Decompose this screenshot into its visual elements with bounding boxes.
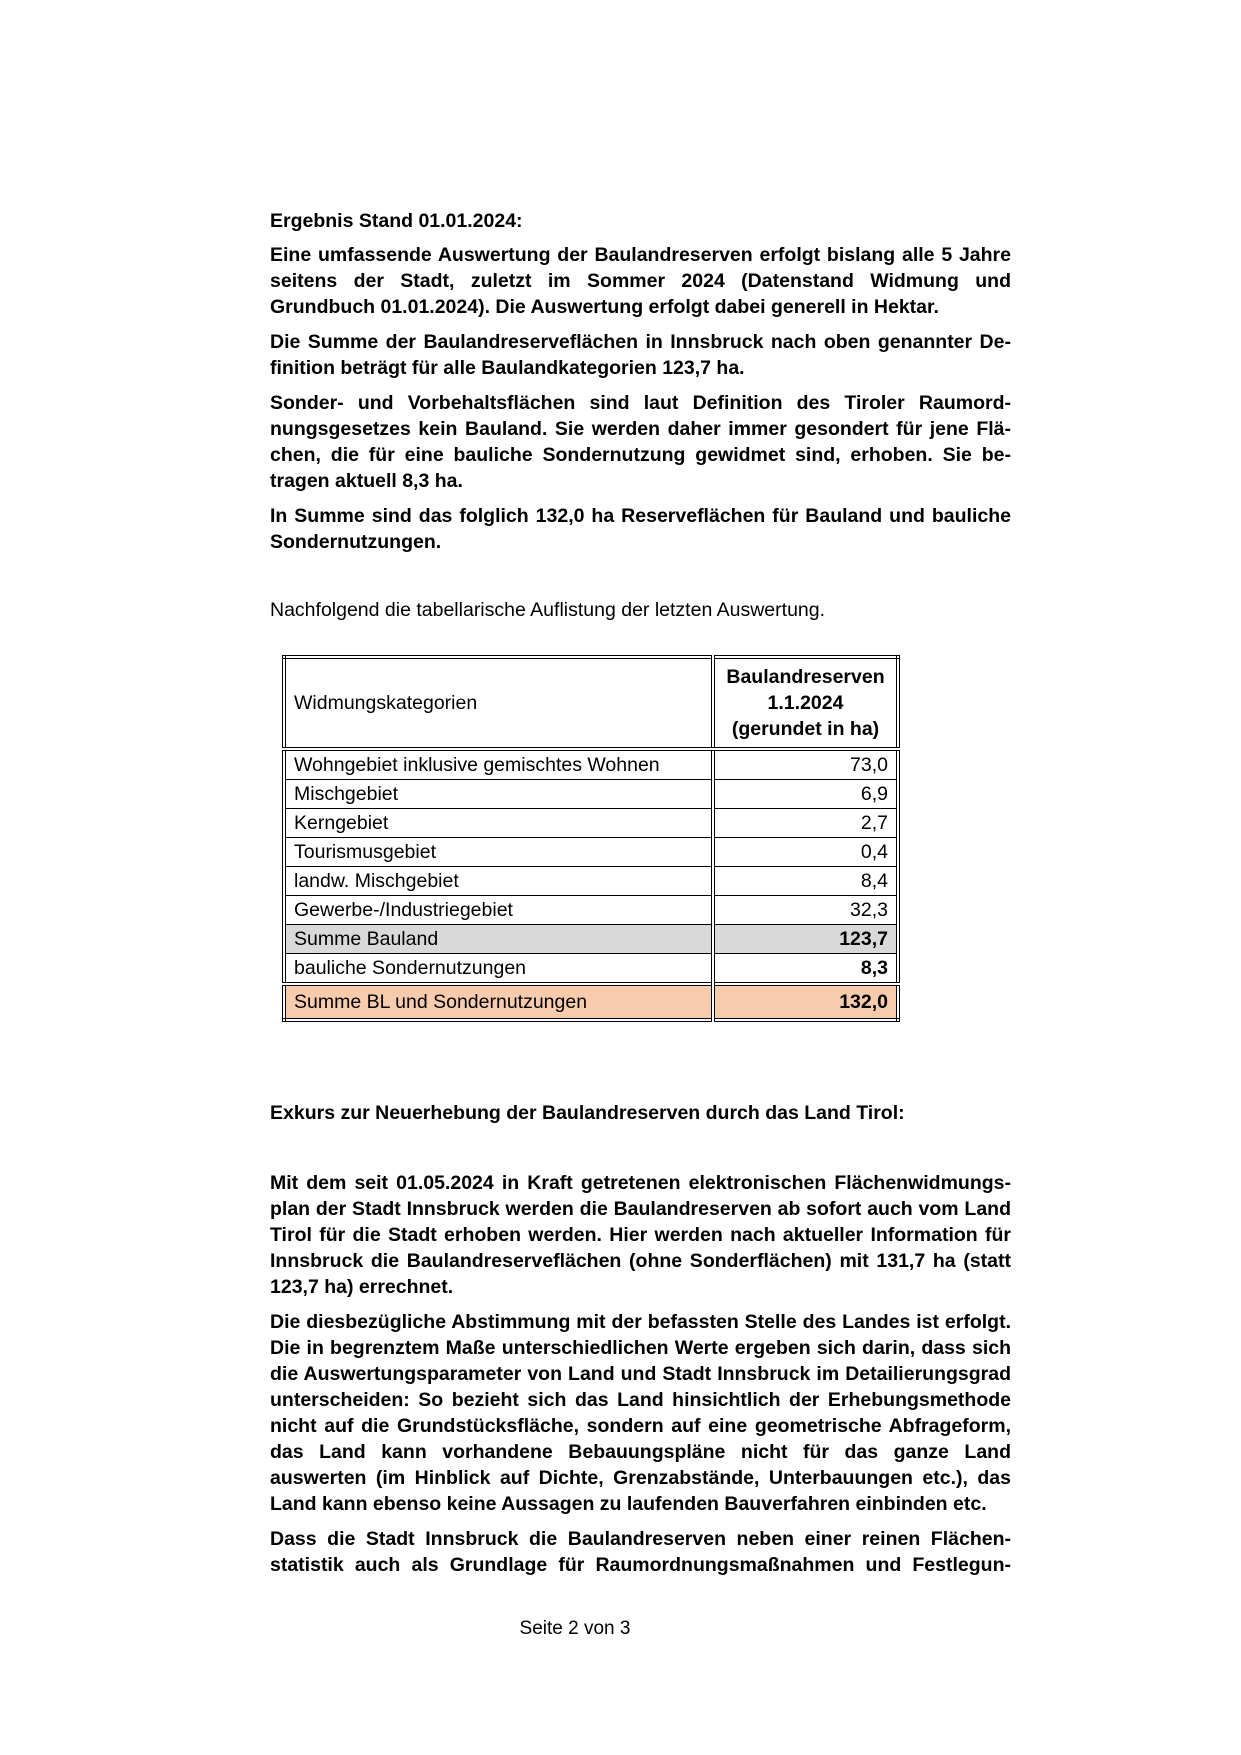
- table-row: [284, 954, 898, 985]
- table-row: [284, 809, 898, 838]
- excursus-heading: Exkurs zur Neuerhebung der Baulandreserven durch das Land Tirol:: [270, 1102, 905, 1124]
- row-label: Gewerbe-/Industriegebiet: [284, 896, 713, 925]
- paragraph-summe-baulandreserven: Die Summe der Baulandreserveflächen in Innsbruck nach oben genannter Definition beträgt für alle Baulandkategorien 123,7 ha.: [270, 331, 1011, 379]
- row-value: 73,0: [713, 749, 898, 780]
- result-heading: Ergebnis Stand 01.01.2024:: [270, 210, 523, 232]
- table-row: [284, 838, 898, 867]
- row-value: 6,9: [713, 780, 898, 809]
- row-value: 2,7: [713, 809, 898, 838]
- row-label: Mischgebiet: [284, 780, 713, 809]
- paragraph-auswertung-turnus: Eine umfassende Auswertung der Baulandreserven erfolgt bislang alle 5 Jahre seitens der Stadt, zuletzt im Sommer 2024 (Datenstand Widmung und Grundbuch 01.01.2024). Die Auswertung erfolgt dabei generell in Hektar.: [270, 244, 1011, 318]
- row-value: 0,4: [713, 838, 898, 867]
- table-row: [284, 867, 898, 896]
- paragraph-summe-gesamt: In Summe sind das folglich 132,0 ha Reserveflächen für Bauland und bauliche Sondernutzungen.: [270, 505, 1011, 553]
- paragraph-sonderflaechen: Sonder- und Vorbehaltsflächen sind laut Definition des Tiroler Raumordnungsgesetzes kein Bauland. Sie werden daher immer gesondert für jene Flächen, die für eine bauliche Sondernutzung gewidmet sind, erhoben. Sie betragen aktuell 8,3 ha.: [270, 392, 1011, 492]
- row-label: Summe BL und Sondernutzungen: [284, 984, 713, 1020]
- row-value: 123,7: [713, 925, 898, 954]
- row-value: 8,3: [713, 954, 898, 985]
- table-row: [284, 780, 898, 809]
- row-label: Kerngebiet: [284, 809, 713, 838]
- table-header-row: [284, 657, 898, 749]
- page-number: Seite 2 von 3: [519, 1618, 631, 1639]
- table-header: [284, 657, 898, 749]
- header-line-1: Baulandreserven: [726, 666, 885, 688]
- table-row: [284, 984, 898, 1020]
- row-value: 32,3: [713, 896, 898, 925]
- table-body: [284, 749, 898, 1020]
- row-label: landw. Mischgebiet: [284, 867, 713, 896]
- row-value: 8,4: [713, 867, 898, 896]
- table-row: [284, 749, 898, 780]
- paragraph-abstimmung-land: Die diesbezügliche Abstimmung mit der befassten Stelle des Landes ist erfolgt. Die in begrenztem Maße unterschiedlichen Werte ergeben sich darin, dass sich die Auswertungsparameter von Land und Stadt Innsbruck im Detailierungsgrad unterscheiden: So bezieht sich das Land hinsichtlich der Erhebungsmethode nicht auf die Grundstücksfläche, sondern auf eine geometrische Abfrageform, das Land kann vorhandene Bebauungspläne nicht für das ganze Land auswerten (im Hinblick auf Dichte, Grenzabstände, Unterbauungen etc.), das Land kann ebenso keine Aussagen zu laufenden Bauverfahren einbinden etc.: [270, 1311, 1011, 1515]
- row-label: Summe Bauland: [284, 925, 713, 954]
- row-label: bauliche Sondernutzungen: [284, 954, 713, 985]
- table-row: [284, 896, 898, 925]
- paragraph-flaechenstatistik: Dass die Stadt Innsbruck die Baulandreserven neben einer reinen Flächenstatistik auch als Grundlage für Raumordnungsmaßnahmen und Festlegun-: [270, 1528, 1011, 1576]
- row-label: Wohngebiet inklusive gemischtes Wohnen: [284, 749, 713, 780]
- header-line-2: 1.1.2024: [767, 692, 844, 714]
- page-body: [270, 208, 1011, 1578]
- row-label: Tourismusgebiet: [284, 838, 713, 867]
- column-header-baulandreserven: [713, 657, 898, 749]
- column-header-widmungskategorien: Widmungskategorien: [284, 657, 713, 749]
- table-row: [284, 925, 898, 954]
- row-value: 132,0: [713, 984, 898, 1020]
- header-line-3: (gerundet in ha): [731, 718, 880, 740]
- table-intro: Nachfolgend die tabellarische Auflistung der letzten Auswertung.: [270, 599, 826, 621]
- paragraph-elektronischer-plan: Mit dem seit 01.05.2024 in Kraft getretenen elektronischen Flächenwidmungsplan der Stadt Innsbruck werden die Baulandreserven ab sofort auch vom Land Tirol für die Stadt erhoben werden. Hier werden nach aktueller Information für Innsbruck die Baulandreserveflächen (ohne Sonderflächen) mit 131,7 ha (statt 123,7 ha) errechnet.: [270, 1172, 1011, 1298]
- baulandreserven-table: [282, 655, 900, 1022]
